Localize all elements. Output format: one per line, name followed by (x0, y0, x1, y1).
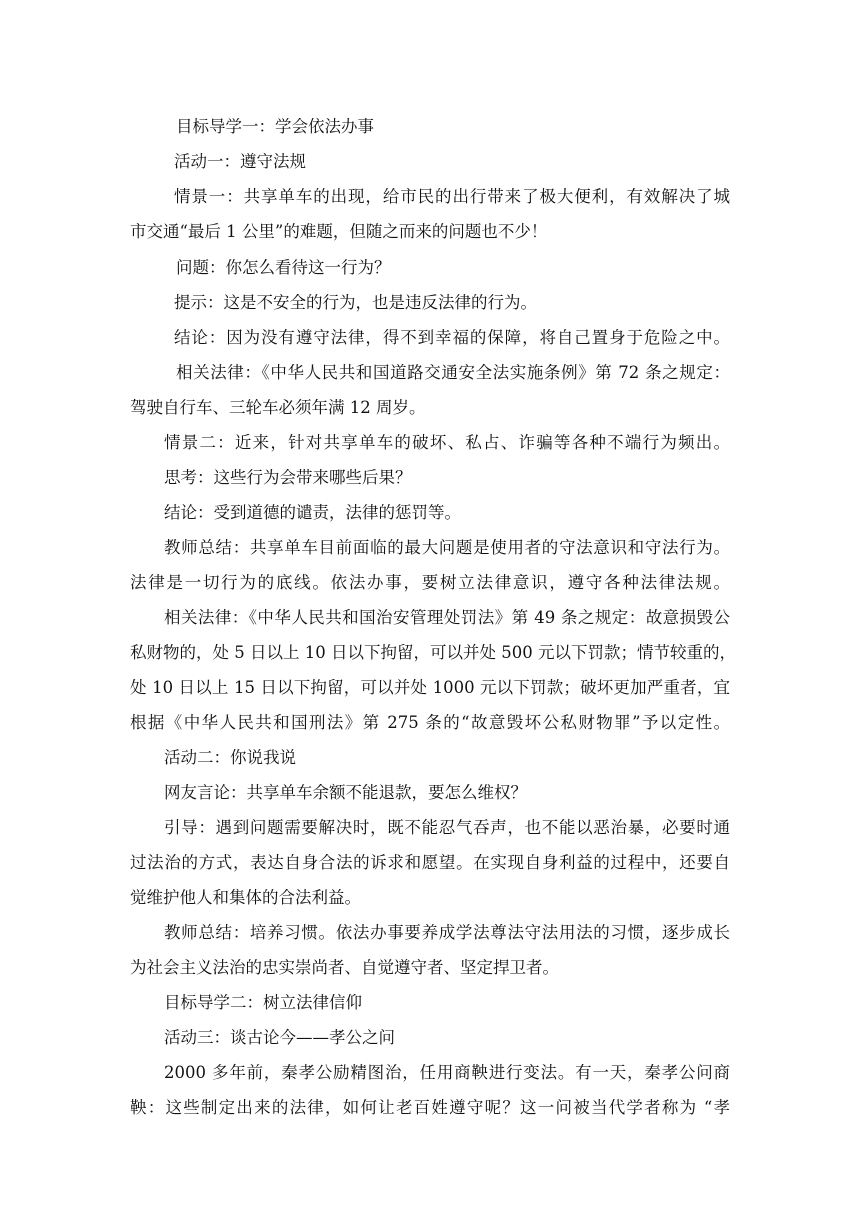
teacher-summary-line: 法律是一切行为的底线。依法办事，要树立法律意识，遵守各种法律法规。 (130, 573, 730, 592)
paragraph-line: 情景一：共享单车的出现，给市民的出行带来了极大便利，有效解决了城 (174, 187, 730, 206)
guide-line: 过法治的方式，表达自身合法的诉求和愿望。在实现自身利益的过程中，还要自 (130, 853, 730, 872)
story-line: 鞅：这些制定出来的法律，如何让老百姓遵守呢？这一问被当代学者称为 “孝 (130, 1098, 730, 1117)
netizen-line: 网友言论：共享单车余额不能退款，要怎么维权？ (164, 783, 527, 802)
heading-goal-2: 目标导学二：树立法律信仰 (164, 993, 362, 1012)
conclusion-line: 结论：受到道德的谴责，法律的惩罚等。 (164, 503, 461, 522)
heading-goal-1: 目标导学一：学会依法办事 (176, 117, 374, 136)
law-line: 相关法律：《中华人民共和国治安管理处罚法》第 49 条之规定：故意损毁公 (164, 608, 730, 627)
activity-2-title: 活动二：你说我说 (164, 748, 296, 767)
activity-1-title: 活动一：遵守法规 (174, 152, 306, 171)
law-line: 私财物的，处 5 日以上 10 日以下拘留，可以并处 500 元以下罚款；情节较重的， (130, 643, 736, 662)
teacher-summary-line: 教师总结：培养习惯。依法办事要养成学法尊法守法用法的习惯，逐步成长 (164, 923, 730, 942)
guide-line: 引导：遇到问题需要解决时，既不能忍气吞声，也不能以恶治暴，必要时通 (164, 818, 730, 837)
hint-line: 提示：这是不安全的行为，也是违反法律的行为。 (174, 293, 537, 312)
story-line: 2000 多年前，秦孝公励精图治，任用商鞅进行变法。有一天，秦孝公问商 (164, 1063, 730, 1082)
law-line: 处 10 日以上 15 日以下拘留，可以并处 1000 元以下罚款；破坏更加严重者，宜 (130, 678, 730, 697)
teacher-summary-line: 为社会主义法治的忠实崇尚者、自觉遵守者、坚定捍卫者。 (130, 958, 559, 977)
paragraph-line: 市交通“最后 1 公里”的难题，但随之而来的问题也不少！ (130, 222, 548, 241)
guide-line: 觉维护他人和集体的合法利益。 (130, 888, 361, 907)
law-line: 根据《中华人民共和国刑法》第 275 条的“故意毁坏公私财物罪”予以定性。 (130, 713, 730, 732)
law-line: 驾驶自行车、三轮车必须年满 12 周岁。 (130, 398, 426, 417)
think-line: 思考：这些行为会带来哪些后果？ (164, 468, 412, 487)
question-line: 问题：你怎么看待这一行为？ (176, 258, 391, 277)
conclusion-line: 结论：因为没有遵守法律，得不到幸福的保障，将自己置身于危险之中。 (174, 328, 730, 347)
activity-3-title: 活动三：谈古论今——孝公之问 (164, 1028, 395, 1047)
law-line: 相关法律：《中华人民共和国道路交通安全法实施条例》第 72 条之规定： (176, 363, 730, 382)
scenario-2-line: 情景二：近来，针对共享单车的破坏、私占、诈骗等各种不端行为频出。 (164, 433, 730, 452)
teacher-summary-line: 教师总结：共享单车目前面临的最大问题是使用者的守法意识和守法行为。 (164, 538, 730, 557)
